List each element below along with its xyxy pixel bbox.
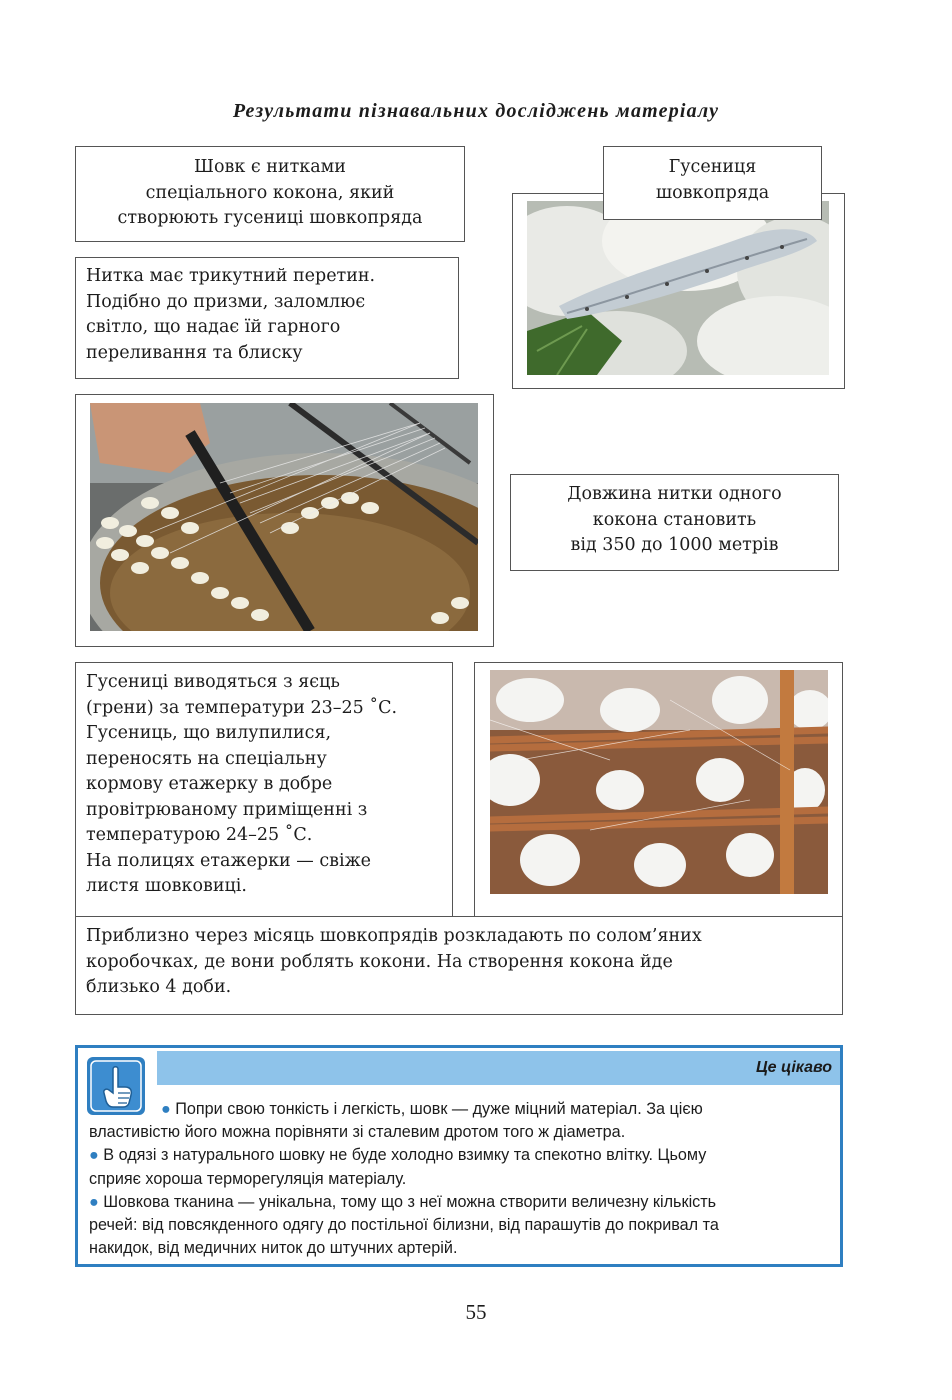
text-line: переливання та блиску xyxy=(86,342,303,363)
text-line: листя шовковиці. xyxy=(86,876,247,896)
bullet-icon: ● xyxy=(89,1146,99,1165)
text-line: (грени) за температури 23–25 ˚С. xyxy=(86,697,398,718)
text-line: створюють гусениці шовкопряда xyxy=(117,208,423,228)
silk-origin-box xyxy=(75,146,465,242)
text-line: кормову етажерку в добре xyxy=(86,774,333,794)
fact-box-header xyxy=(157,1051,840,1085)
bullet-icon: ● xyxy=(161,1100,171,1118)
fact-box-title: Це цікаво xyxy=(755,1059,832,1076)
text-line: На полицях етажерки — свіже xyxy=(86,850,372,871)
text-line: Приблизно через місяць шовкопрядів розкладають по солом’яних xyxy=(86,926,702,946)
text-line: переносять на спеціальну xyxy=(86,748,327,769)
cocoon-making-box xyxy=(75,916,843,1015)
silkworm-caterpillar-photo xyxy=(527,201,829,375)
fact-item: ● Попри свою тонкість і легкість, шовк — дуже міцний матеріал. За цією xyxy=(161,1100,703,1118)
text-line: близько 4 доби. xyxy=(86,977,232,997)
interesting-facts-box xyxy=(75,1045,843,1267)
text-line: спеціального кокона, який xyxy=(145,182,395,203)
fact-item: ● В одязі з натурального шовку не буде холодно взимку та спекотно влітку. Цьому xyxy=(89,1146,707,1165)
page-number: 55 xyxy=(465,1300,487,1324)
text-line: кокона становить xyxy=(592,509,757,530)
text-line: Гусениць, що вилупилися, xyxy=(86,723,332,743)
text-line: світло, що надає їй гарного xyxy=(86,317,341,337)
cocoon-reeling-photo xyxy=(90,403,478,631)
caterpillar-caption-box xyxy=(603,146,822,220)
thread-length-box xyxy=(510,474,839,571)
fact-item-line: речей: від повсякденного одягу до постільної білизни, від парашутів до покривал та xyxy=(89,1216,719,1235)
bullet-icon: ● xyxy=(89,1192,99,1211)
text-line: від 350 до 1000 метрів xyxy=(570,535,779,555)
fact-item: ● Шовкова тканина — унікальна, тому що з неї можна створити величезну кількість xyxy=(89,1192,717,1211)
fact-item-line: накидок, від медичних ниток до штучних артерій. xyxy=(89,1239,458,1258)
page-title: Результати пізнавальних досліджень матеріалу xyxy=(232,100,720,122)
fact-item-line: сприяє хороша терморегуляція матеріалу. xyxy=(89,1169,407,1188)
text-line: Нитка має трикутний перетин. xyxy=(86,266,376,286)
text-line: Довжина нитки одного xyxy=(567,484,782,504)
text-line: температурою 24–25 ˚С. xyxy=(86,825,313,845)
text-line: коробочках, де вони роблять кокони. На створення кокона йде xyxy=(86,951,673,972)
rearing-box xyxy=(75,662,453,917)
text-line: провітрюваному приміщенні з xyxy=(86,799,368,820)
text-line: Подібно до призми, заломлює xyxy=(86,291,366,312)
cocoons-on-frame-photo xyxy=(490,670,828,894)
text-line: шовкопряда xyxy=(655,182,770,203)
text-line: Гусениці виводяться з яєць xyxy=(86,672,340,692)
fact-item-line: властивістю його можна порівняти зі сталевим дротом того ж діаметра. xyxy=(89,1123,626,1142)
text-line: Гусениця xyxy=(668,157,757,177)
text-line: Шовк є нитками xyxy=(194,157,346,177)
thread-section-box xyxy=(75,257,459,379)
fact-box-text xyxy=(89,1098,830,1260)
